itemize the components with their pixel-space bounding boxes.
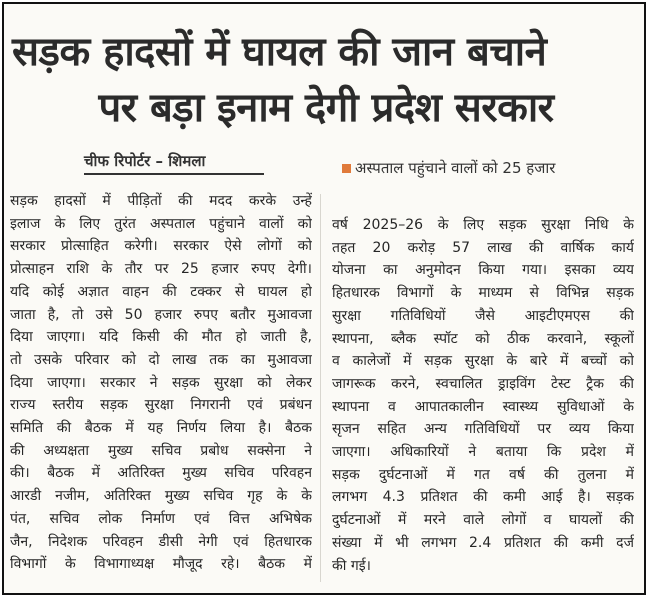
body-line: दिया जाएगा। सरकार ने सड़क सुरक्षा को लेकर: [10, 374, 312, 391]
body-line: दिया जाएगा। यदि किसी की मौत हो जाती है,: [10, 329, 312, 346]
body-line: समिति की बैठक में यह निर्णय लिया है। बैठक: [10, 420, 312, 437]
body-line: योजना का अनुमोदन किया गया। इसका व्यय: [332, 262, 634, 279]
body-line: सड़क हादसों में पीड़ितों की मदद करके उन्हें: [10, 193, 312, 209]
byline-underline: [84, 173, 264, 175]
byline: चीफ रिपोर्टर – शिमला: [84, 152, 206, 170]
body-line: तो उसके परिवार को दो लाख तक का मुआवजा: [10, 351, 312, 368]
subheading-text: अस्पताल पहुंचाने वालों को 25 हजार: [355, 159, 556, 177]
body-line: सड़क दुर्घटनाओं में गत वर्ष की तुलना में: [332, 466, 634, 483]
square-bullet-icon: [342, 164, 351, 173]
news-clipping: [2, 2, 646, 595]
headline-line-1: सड़क हादसों में घायल की जान बचाने: [12, 29, 547, 75]
body-line: जैन, निदेशक परिवहन डीसी नेगी एवं हितधारक: [10, 533, 312, 550]
body-line: संख्या में भी लगभग 2.4 प्रतिशत की कमी दर्ज: [332, 534, 634, 551]
body-line: इलाज के लिए तुरंत अस्पताल पहुंचाने वालों को: [10, 215, 312, 232]
column-divider: [320, 194, 321, 582]
body-line: सुरक्षा गतिविधियों जैसे आइटीएमएस की: [332, 307, 634, 324]
article-right-column: [332, 214, 634, 577]
body-line: सृजन सहित अन्य गतिविधियों पर व्यय किया: [332, 421, 634, 438]
body-line: यदि कोई अज्ञात वाहन की टक्कर से घायल हो: [10, 283, 312, 300]
body-line: की गई।: [332, 557, 371, 574]
body-line: सरकार प्रोत्साहित करेगी। सरकार ऐसे लोगों को: [10, 238, 312, 255]
body-line: की। बैठक में अतिरिक्त मुख्य सचिव परिवहन: [10, 465, 312, 482]
body-line: स्थापना व आपातकालीन स्वास्थ्य सुविधाओं के: [332, 398, 634, 415]
body-line: वर्ष 2025–26 के लिए सड़क सुरक्षा निधि के: [332, 217, 634, 233]
body-line: की अध्यक्षता मुख्य सचिव प्रबोध सक्सेना ने: [10, 442, 312, 459]
body-line: स्थापना, ब्लैक स्पॉट को ठीक करवाने, स्कूलों: [332, 330, 634, 347]
body-line: राज्य स्तरीय सड़क सुरक्षा निगरानी एवं प्रबंधन: [10, 397, 312, 414]
body-line: विभागों के विभागाध्यक्ष मौजूद रहे। बैठक में: [10, 556, 312, 573]
body-line: जाएगा। अधिकारियों ने बताया कि प्रदेश में: [332, 444, 634, 461]
body-line: जागरूक करने, स्वचालित ड्राइविंग टेस्ट ट्रैक की: [332, 375, 634, 392]
body-line: प्रोत्साहन राशि के तौर पर 25 हजार रुपए देगी।: [10, 261, 312, 278]
article-left-column: [10, 190, 312, 576]
body-line: पंत, सचिव लोक निर्माण एवं वित्त अभिषेक: [10, 510, 312, 527]
body-line: लगभग 4.3 प्रतिशत की कमी आई है। सड़क: [332, 489, 634, 506]
body-line: तहत 20 करोड़ 57 लाख की वार्षिक कार्य: [332, 239, 634, 256]
subheading: [342, 158, 555, 178]
body-line: व कालेजों में सड़क सुरक्षा के बारे में बच्चों को: [332, 353, 634, 370]
body-line: जाता है, तो उसे 50 हजार रुपए बतौर मुआवजा: [10, 306, 312, 323]
body-line: दुर्घटनाओं में मरने वाले लोगों व घायलों की: [332, 512, 634, 529]
body-line: आरडी नजीम, अतिरिक्त मुख्य सचिव गृह के के: [10, 488, 312, 505]
headline-line-2: पर बड़ा इनाम देगी प्रदेश सरकार: [98, 85, 554, 131]
body-line: हितधारक विभागों के माध्यम से विभिन्न सड़क: [332, 285, 634, 302]
